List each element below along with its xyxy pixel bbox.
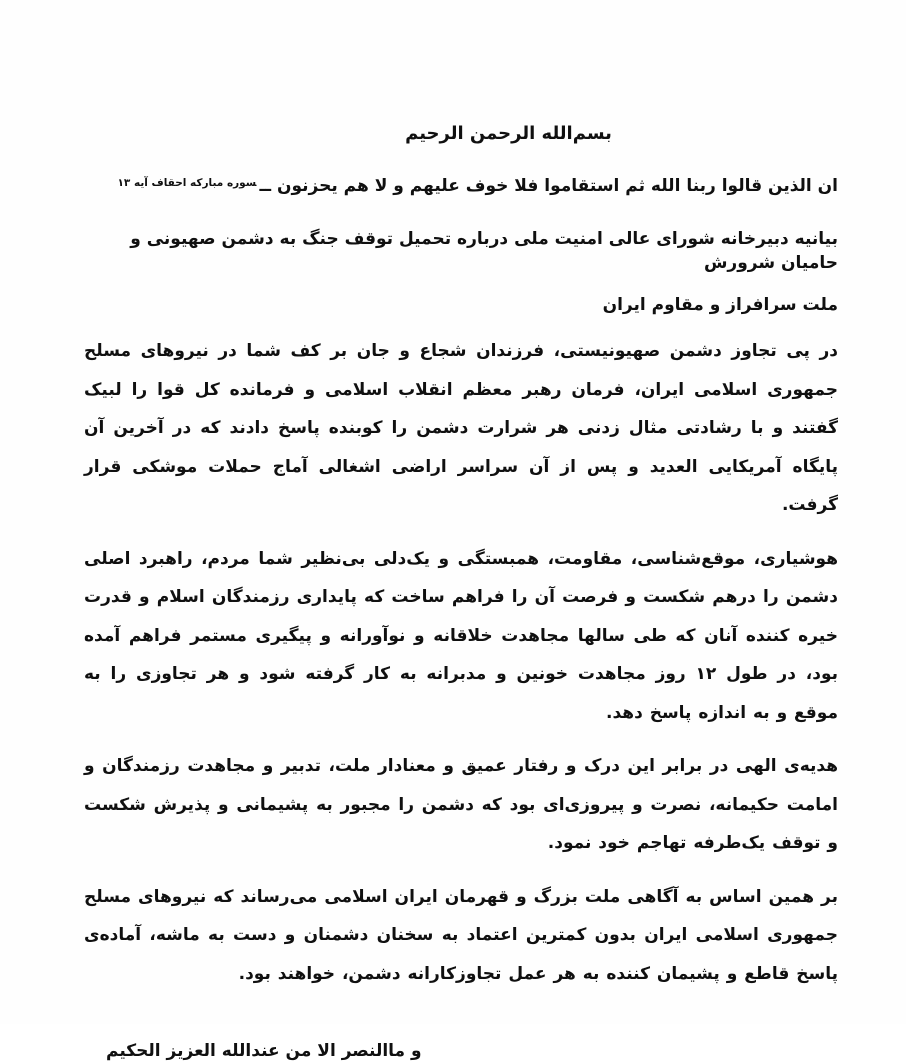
body-paragraph-1: در پی تجاوز دشمن صهیونیستی، فرزندان شجاع و جان بر کف شما در نیروهای مسلح جمهوری اسلامی ایران، فرمان رهبر معظم انقلاب اسلامی و فرمانده کل قوا را لبیک گفتند و با رشادتی مثال زدنی هر شرارت دشمن را کوبنده پاسخ دادند که در آخرین آن پایگاه آمریکایی العدید و پس از آن سراسر اراضی اشغالی آماج حملات موشکی قرار گرفت. bbox=[84, 341, 838, 515]
body-paragraph-3: هدیه‌ی الهی در برابر این درک و رفتار عمیق و معنادار ملت، تدبیر و مجاهدت رزمندگان و امامت حکیمانه، نصرت و پیروزی‌ای بود که دشمن را مجبور به پشیمانی و پذیرش شکست و توقف یک‌طرفه تهاجم خود نمود. bbox=[84, 756, 838, 853]
body-paragraph-2: هوشیاری، موقع‌شناسی، مقاومت، همبستگی و یک‌دلی بی‌نظیر شما مردم، راهبرد اصلی دشمن را درهم شکست و فرصت آن را فراهم ساخت که پایداری رزمندگان اسلام و قدرت خیره کننده آنان که طی سالها مجاهدت خلاقانه و نوآورانه و پیگیری مستمر فراهم آمده بود، در طول ۱۲ روز مجاهدت خونین و مدبرانه به کار گرفته شود و هر تجاوزی را به موقع و به اندازه پاسخ دهد. bbox=[84, 548, 838, 723]
quran-verse-text: ان الذین قالوا ربنا الله ثم استقاموا فلا خوف علیهم و لا هم یحزنون ــ bbox=[259, 176, 838, 196]
statement-title: بیانیه دبیرخانه شورای عالی امنیت ملی درباره تحمیل توقف جنگ به دشمن صهیونی و حامیان شرورش bbox=[130, 229, 838, 273]
verse-citation: سوره مبارکه احقاف آیه ۱۳ bbox=[117, 177, 257, 189]
closing-phrase: و ماالنصر الا من عندالله العزیز الحکیم bbox=[106, 1041, 422, 1061]
salutation-line: ملت سرافراز و مقاوم ایران bbox=[602, 295, 838, 315]
body-paragraph-4: بر همین اساس به آگاهی ملت بزرگ و قهرمان ایران اسلامی می‌رساند که نیروهای مسلح جمهوری اسلامی ایران بدون کمترین اعتماد به سخنان دشمنان و دست به ماشه، آماده‌ی پاسخ قاطع و پشیمان کننده به هر عمل تجاوزکارانه دشمن، خواهند بود. bbox=[84, 886, 838, 984]
quran-verse-line bbox=[84, 174, 838, 200]
bismillah-heading: بسم‌الله الرحمن الرحیم bbox=[405, 123, 612, 144]
